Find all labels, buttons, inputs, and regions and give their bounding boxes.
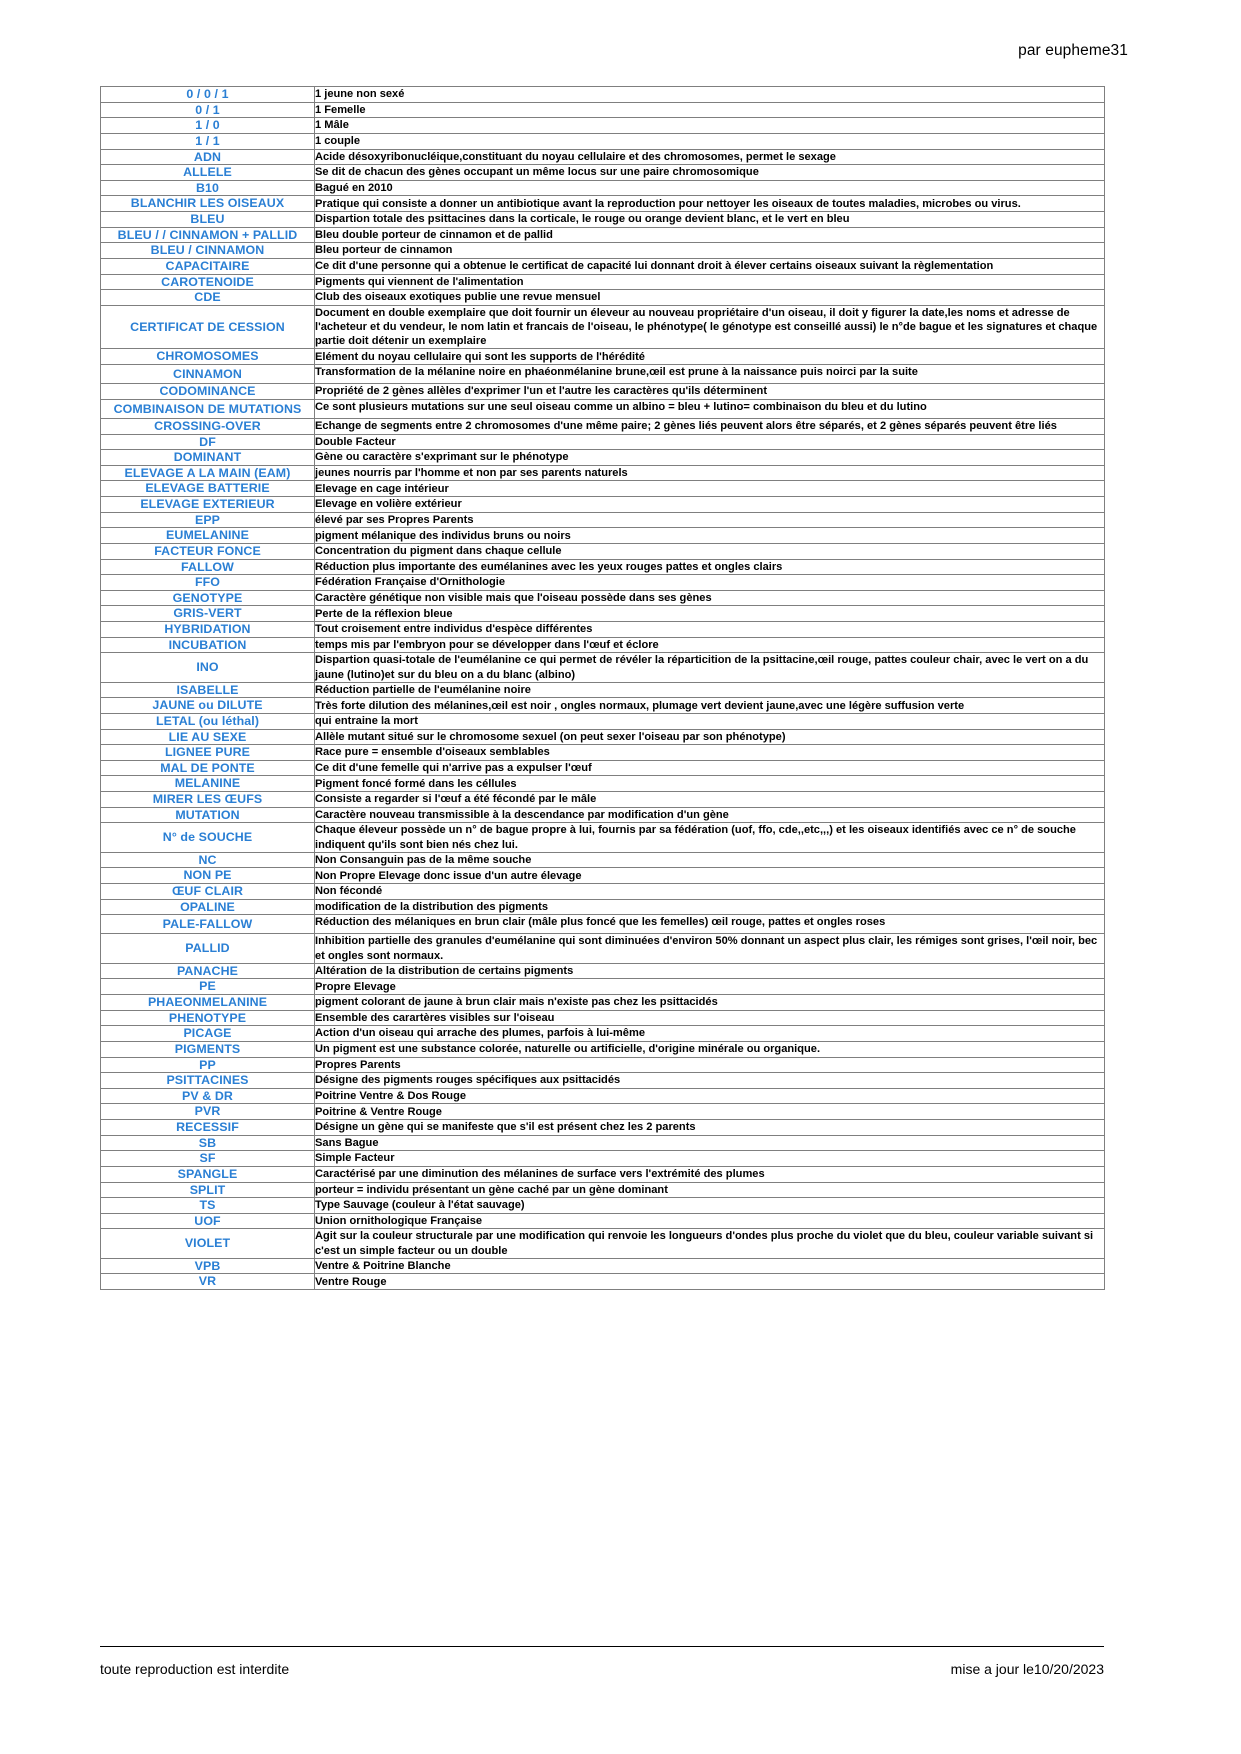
definition-cell: Altération de la distribution de certains pigments [315, 963, 1105, 979]
definition-cell: 1 Mâle [315, 118, 1105, 134]
definition-cell: Bleu double porteur de cinnamon et de pallid [315, 227, 1105, 243]
copyright-notice: toute reproduction est interdite [100, 1661, 290, 1677]
term-cell: GRIS-VERT [101, 606, 315, 622]
term-cell: 1 / 0 [101, 118, 315, 134]
table-row [101, 1182, 1105, 1198]
definition-cell: Transformation de la mélanine noire en phaéonmélanine brune,œil est prune à la naissance puis noirci par la suite [315, 364, 1105, 383]
term-cell: PE [101, 979, 315, 995]
table-row [101, 512, 1105, 528]
table-row [101, 1010, 1105, 1026]
definition-cell: Non fécondé [315, 883, 1105, 899]
definition-cell: porteur = individu présentant un gène caché par un gène dominant [315, 1182, 1105, 1198]
definition-cell: temps mis par l'embryon pour se développer dans l'œuf et éclore [315, 637, 1105, 653]
table-row [101, 852, 1105, 868]
definition-cell: Ventre Rouge [315, 1274, 1105, 1290]
lexicon-table-body [101, 87, 1105, 1290]
page-footer [0, 1646, 1241, 1754]
term-cell: FACTEUR FONCE [101, 543, 315, 559]
definition-cell: Concentration du pigment dans chaque cellule [315, 543, 1105, 559]
definition-cell: Un pigment est une substance colorée, naturelle ou artificielle, d'origine minérale ou organique. [315, 1041, 1105, 1057]
term-cell: PVR [101, 1104, 315, 1120]
definition-cell: Dispartion totale des psittacines dans la corticale, le rouge ou orange devient blanc, et le vert en bleu [315, 212, 1105, 228]
table-row [101, 1274, 1105, 1290]
term-cell: B10 [101, 180, 315, 196]
last-update-note: mise a jour le10/20/2023 [950, 1661, 1104, 1677]
term-cell: 0 / 1 [101, 102, 315, 118]
definition-cell: Se dit de chacun des gènes occupant un même locus sur une paire chromosomique [315, 165, 1105, 181]
term-cell: PV & DR [101, 1088, 315, 1104]
term-cell: NC [101, 852, 315, 868]
table-row [101, 102, 1105, 118]
term-cell: INCUBATION [101, 637, 315, 653]
definition-cell: Réduction plus importante des eumélanines avec les yeux rouges pattes et ongles clairs [315, 559, 1105, 575]
term-cell: CINNAMON [101, 364, 315, 383]
table-row [101, 823, 1105, 852]
table-row [101, 963, 1105, 979]
definition-cell: Propre Elevage [315, 979, 1105, 995]
term-cell: MUTATION [101, 807, 315, 823]
table-row [101, 305, 1105, 349]
table-row [101, 934, 1105, 963]
term-cell: CHROMOSOMES [101, 349, 315, 365]
table-row [101, 528, 1105, 544]
term-cell: EPP [101, 512, 315, 528]
table-row [101, 1073, 1105, 1089]
definition-cell: Type Sauvage (couleur à l'état sauvage) [315, 1198, 1105, 1214]
table-row [101, 133, 1105, 149]
table-row [101, 497, 1105, 513]
table-row [101, 87, 1105, 103]
table-row [101, 481, 1105, 497]
definition-cell: qui entraine la mort [315, 713, 1105, 729]
table-row [101, 559, 1105, 575]
table-row [101, 384, 1105, 400]
definition-cell: Club des oiseaux exotiques publie une revue mensuel [315, 290, 1105, 306]
table-row [101, 575, 1105, 591]
table-row [101, 637, 1105, 653]
definition-cell: Non Consanguin pas de la même souche [315, 852, 1105, 868]
definition-cell: Caractère nouveau transmissible à la descendance par modification d'un gène [315, 807, 1105, 823]
term-cell: N° de SOUCHE [101, 823, 315, 852]
table-row [101, 807, 1105, 823]
definition-cell: Propriété de 2 gènes allèles d'exprimer l'un et l'autre les caractères qu'ils déterminent [315, 384, 1105, 400]
definition-cell: Bleu porteur de cinnamon [315, 243, 1105, 259]
definition-cell: Gène ou caractère s'exprimant sur le phénotype [315, 450, 1105, 466]
table-row [101, 590, 1105, 606]
table-row [101, 196, 1105, 212]
table-row [101, 1229, 1105, 1258]
table-row [101, 698, 1105, 714]
table-row [101, 180, 1105, 196]
term-cell: ELEVAGE EXTERIEUR [101, 497, 315, 513]
definition-cell: Consiste a regarder si l'œuf a été fécondé par le mâle [315, 792, 1105, 808]
definition-cell: modification de la distribution des pigments [315, 899, 1105, 915]
term-cell: ŒUF CLAIR [101, 883, 315, 899]
page-header [0, 0, 1241, 72]
table-row [101, 1104, 1105, 1120]
definition-cell: 1 couple [315, 133, 1105, 149]
table-row [101, 364, 1105, 383]
definition-cell: Agit sur la couleur structurale par une modification qui renvoie les longueurs d'ondes plus proche du violet que du bleu, couleur variable suivant si c'est un simple facteur ou un double [315, 1229, 1105, 1258]
definition-cell: Ce sont plusieurs mutations sur une seul oiseau comme un albino = bleu + lutino= combinaison du bleu et du lutino [315, 399, 1105, 418]
definition-cell: Désigne des pigments rouges spécifiques aux psittacidés [315, 1073, 1105, 1089]
definition-cell: Fédération Française d'Ornithologie [315, 575, 1105, 591]
table-row [101, 1120, 1105, 1136]
definition-cell: Pigments qui viennent de l'alimentation [315, 274, 1105, 290]
term-cell: DF [101, 434, 315, 450]
term-cell: MAL DE PONTE [101, 760, 315, 776]
table-row [101, 653, 1105, 682]
lexicon-table-wrap [100, 86, 1104, 1290]
table-row [101, 1041, 1105, 1057]
term-cell: ISABELLE [101, 682, 315, 698]
definition-cell: pigment colorant de jaune à brun clair mais n'existe pas chez les psittacidés [315, 995, 1105, 1011]
term-cell: NON PE [101, 868, 315, 884]
definition-cell: Tout croisement entre individus d'espèce différentes [315, 622, 1105, 638]
term-cell: CDE [101, 290, 315, 306]
term-cell: VIOLET [101, 1229, 315, 1258]
table-row [101, 290, 1105, 306]
term-cell: LIE AU SEXE [101, 729, 315, 745]
definition-cell: Réduction des mélaniques en brun clair (mâle plus foncé que les femelles) œil rouge, pattes et ongles roses [315, 915, 1105, 934]
term-cell: PP [101, 1057, 315, 1073]
table-row [101, 899, 1105, 915]
term-cell: SB [101, 1135, 315, 1151]
term-cell: 0 / 0 / 1 [101, 87, 315, 103]
definition-cell: Réduction partielle de l'eumélanine noire [315, 682, 1105, 698]
definition-cell: Propres Parents [315, 1057, 1105, 1073]
definition-cell: Union ornithologique Française [315, 1213, 1105, 1229]
table-row [101, 258, 1105, 274]
term-cell: FFO [101, 575, 315, 591]
definition-cell: Caractérisé par une diminution des mélanines de surface vers l'extrémité des plumes [315, 1166, 1105, 1182]
definition-cell: Bagué en 2010 [315, 180, 1105, 196]
table-row [101, 776, 1105, 792]
table-row [101, 713, 1105, 729]
term-cell: CROSSING-OVER [101, 418, 315, 434]
definition-cell: 1 Femelle [315, 102, 1105, 118]
definition-cell: Double Facteur [315, 434, 1105, 450]
definition-cell: Très forte dilution des mélanines,œil est noir , ongles normaux, plumage vert devient jaune,avec une légère suffusion verte [315, 698, 1105, 714]
table-row [101, 118, 1105, 134]
term-cell: RECESSIF [101, 1120, 315, 1136]
table-row [101, 1213, 1105, 1229]
term-cell: ELEVAGE BATTERIE [101, 481, 315, 497]
table-row [101, 465, 1105, 481]
term-cell: UOF [101, 1213, 315, 1229]
term-cell: LIGNEE PURE [101, 745, 315, 761]
term-cell: COMBINAISON DE MUTATIONS [101, 399, 315, 418]
term-cell: EUMELANINE [101, 528, 315, 544]
term-cell: TS [101, 1198, 315, 1214]
definition-cell: Elevage en volière extérieur [315, 497, 1105, 513]
term-cell: ELEVAGE A LA MAIN (EAM) [101, 465, 315, 481]
definition-cell: Echange de segments entre 2 chromosomes d'une même paire; 2 gènes liés peuvent alors être séparés, et 2 gènes séparés peuvent être liés [315, 418, 1105, 434]
table-row [101, 1026, 1105, 1042]
table-row [101, 212, 1105, 228]
definition-cell: Ce dit d'une personne qui a obtenue le certificat de capacité lui donnant droit à élever certains oiseaux suivant la règlementation [315, 258, 1105, 274]
definition-cell: Chaque éleveur possède un n° de bague propre à lui, fournis par sa fédération (uof, ffo, cde,,etc,,,) et les oiseaux identifiés avec ce n° de souche indiquent qu'ils sont bien nés chez lui. [315, 823, 1105, 852]
table-row [101, 868, 1105, 884]
definition-cell: Pratique qui consiste a donner un antibiotique avant la reproduction pour nettoyer les oiseaux de toutes maladies, microbes ou virus. [315, 196, 1105, 212]
table-row [101, 1088, 1105, 1104]
table-row [101, 349, 1105, 365]
term-cell: SF [101, 1151, 315, 1167]
term-cell: PHAEONMELANINE [101, 995, 315, 1011]
definition-cell: Non Propre Elevage donc issue d'un autre élevage [315, 868, 1105, 884]
definition-cell: Pigment foncé formé dans les céllules [315, 776, 1105, 792]
table-row [101, 979, 1105, 995]
term-cell: SPANGLE [101, 1166, 315, 1182]
term-cell: ADN [101, 149, 315, 165]
footer-row [100, 1647, 1104, 1677]
definition-cell: Elément du noyau cellulaire qui sont les supports de l'hérédité [315, 349, 1105, 365]
definition-cell: Sans Bague [315, 1135, 1105, 1151]
definition-cell: Acide désoxyribonucléique,constituant du noyau cellulaire et des chromosomes, permet le sexage [315, 149, 1105, 165]
table-row [101, 450, 1105, 466]
definition-cell: Ensemble des carartères visibles sur l'oiseau [315, 1010, 1105, 1026]
term-cell: SPLIT [101, 1182, 315, 1198]
table-row [101, 1258, 1105, 1274]
term-cell: PHENOTYPE [101, 1010, 315, 1026]
definition-cell: Caractère génétique non visible mais que l'oiseau possède dans ses gènes [315, 590, 1105, 606]
table-row [101, 760, 1105, 776]
term-cell: BLEU / CINNAMON [101, 243, 315, 259]
term-cell: GENOTYPE [101, 590, 315, 606]
table-row [101, 243, 1105, 259]
term-cell: MIRER LES ŒUFS [101, 792, 315, 808]
lexicon-table [100, 86, 1105, 1290]
definition-cell: 1 jeune non sexé [315, 87, 1105, 103]
term-cell: BLEU [101, 212, 315, 228]
term-cell: PIGMENTS [101, 1041, 315, 1057]
table-row [101, 418, 1105, 434]
table-row [101, 883, 1105, 899]
author-note: par eupheme31 [1018, 42, 1128, 59]
definition-cell: Simple Facteur [315, 1151, 1105, 1167]
definition-cell: Ventre & Poitrine Blanche [315, 1258, 1105, 1274]
table-row [101, 606, 1105, 622]
definition-cell: Perte de la réflexion bleue [315, 606, 1105, 622]
definition-cell: Action d'un oiseau qui arrache des plumes, parfois à lui-même [315, 1026, 1105, 1042]
table-row [101, 165, 1105, 181]
table-row [101, 729, 1105, 745]
term-cell: BLEU / / CINNAMON + PALLID [101, 227, 315, 243]
term-cell: VR [101, 1274, 315, 1290]
table-row [101, 149, 1105, 165]
table-row [101, 274, 1105, 290]
table-row [101, 682, 1105, 698]
table-row [101, 745, 1105, 761]
term-cell: LETAL (ou léthal) [101, 713, 315, 729]
term-cell: CERTIFICAT DE CESSION [101, 305, 315, 349]
table-row [101, 1151, 1105, 1167]
definition-cell: Inhibition partielle des granules d'eumélanine qui sont diminuées d'environ 50% donnant un aspect plus clair, les rémiges sont grises, l'œil noir, bec et ongles sont normaux. [315, 934, 1105, 963]
table-row [101, 227, 1105, 243]
definition-cell: Poitrine & Ventre Rouge [315, 1104, 1105, 1120]
table-row [101, 915, 1105, 934]
term-cell: ALLELE [101, 165, 315, 181]
term-cell: PALE-FALLOW [101, 915, 315, 934]
term-cell: JAUNE ou DILUTE [101, 698, 315, 714]
term-cell: BLANCHIR LES OISEAUX [101, 196, 315, 212]
term-cell: DOMINANT [101, 450, 315, 466]
table-row [101, 1057, 1105, 1073]
table-row [101, 1166, 1105, 1182]
table-row [101, 1135, 1105, 1151]
definition-cell: Document en double exemplaire que doit fournir un éleveur au nouveau propriétaire d'un oiseau, il doit y figurer la date,les noms et adresse de l'acheteur et du vendeur, le nom latin et francais de l'oiseau, le phénotype( le génotype est conseillé aussi) le n°de bague et les signatures et chaque partie doit détenir un exemplaire [315, 305, 1105, 349]
definition-cell: jeunes nourris par l'homme et non par ses parents naturels [315, 465, 1105, 481]
term-cell: FALLOW [101, 559, 315, 575]
table-row [101, 792, 1105, 808]
definition-cell: élevé par ses Propres Parents [315, 512, 1105, 528]
definition-cell: Poitrine Ventre & Dos Rouge [315, 1088, 1105, 1104]
table-row [101, 543, 1105, 559]
term-cell: PSITTACINES [101, 1073, 315, 1089]
term-cell: PALLID [101, 934, 315, 963]
term-cell: VPB [101, 1258, 315, 1274]
term-cell: HYBRIDATION [101, 622, 315, 638]
term-cell: CODOMINANCE [101, 384, 315, 400]
definition-cell: pigment mélanique des individus bruns ou noirs [315, 528, 1105, 544]
definition-cell: Allèle mutant situé sur le chromosome sexuel (on peut sexer l'oiseau par son phénotype) [315, 729, 1105, 745]
definition-cell: Désigne un gène qui se manifeste que s'il est présent chez les 2 parents [315, 1120, 1105, 1136]
term-cell: INO [101, 653, 315, 682]
definition-cell: Ce dit d'une femelle qui n'arrive pas a expulser l'œuf [315, 760, 1105, 776]
table-row [101, 995, 1105, 1011]
table-row [101, 434, 1105, 450]
term-cell: MELANINE [101, 776, 315, 792]
definition-cell: Race pure = ensemble d'oiseaux semblables [315, 745, 1105, 761]
term-cell: PANACHE [101, 963, 315, 979]
term-cell: CAPACITAIRE [101, 258, 315, 274]
definition-cell: Dispartion quasi-totale de l'eumélanine ce qui permet de révéler la réparticition de la psittacine,œil rouge, pattes couleur chair, avec le vert on a du jaune (lutino)et sur du bleu on a du blanc (albino) [315, 653, 1105, 682]
term-cell: 1 / 1 [101, 133, 315, 149]
term-cell: PICAGE [101, 1026, 315, 1042]
term-cell: CAROTENOIDE [101, 274, 315, 290]
table-row [101, 622, 1105, 638]
table-row [101, 1198, 1105, 1214]
table-row [101, 399, 1105, 418]
term-cell: OPALINE [101, 899, 315, 915]
definition-cell: Elevage en cage intérieur [315, 481, 1105, 497]
